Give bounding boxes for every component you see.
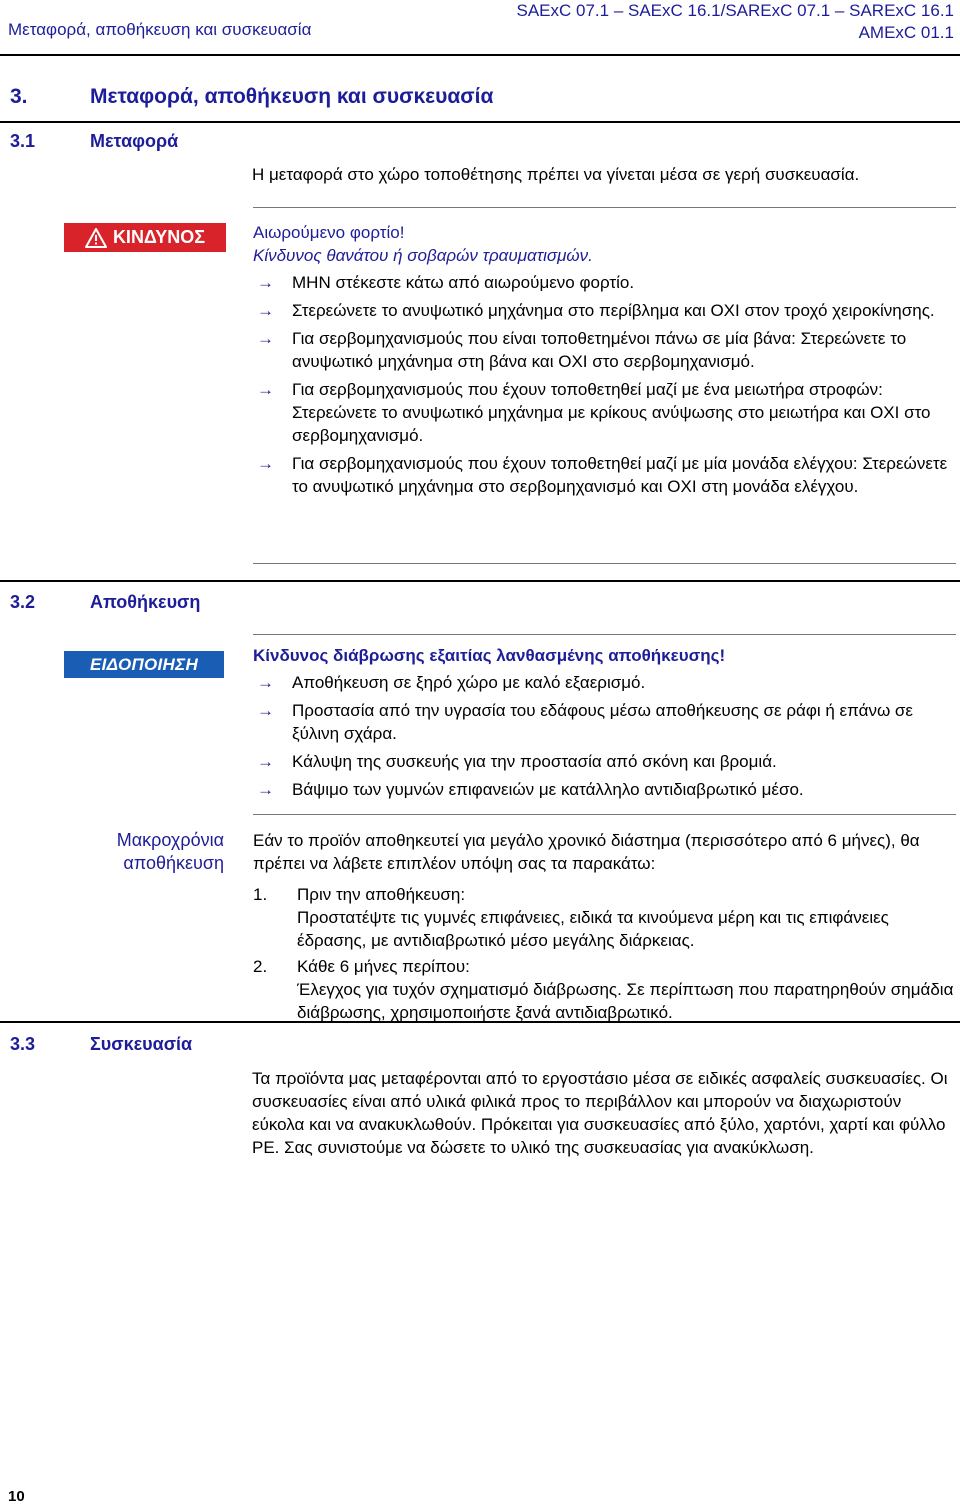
step-body: Προστατέψτε τις γυμνές επιφάνειες, ειδικά τα κινούμενα μέρη και τις επιφάνειες έδρασης, με αντιδιαβρωτικό μέσο μεγάλης διάρκειας. [297, 908, 889, 950]
header-rule [0, 54, 960, 56]
section-number: 3.3 [10, 1034, 36, 1054]
list-item-text: Στερεώνετε το ανυψωτικό μηχάνημα στο περίβλημα και ΟΧΙ στον τροχό χειροκίνησης. [292, 301, 935, 320]
storage-steps [253, 883, 958, 1024]
notice-list [253, 671, 958, 801]
arrow-icon: → [257, 273, 274, 292]
header-codes-line2: AMExC 01.1 [858, 23, 954, 42]
list-item [253, 271, 958, 294]
section-3-2-heading [10, 592, 200, 613]
notice-bottom-rule [253, 814, 956, 815]
arrow-icon: → [257, 380, 274, 399]
list-item-text: Για σερβομηχανισμούς που έχουν τοποθετηθεί μαζί με ένα μειωτήρα στροφών: Στερεώνετε το ανυψωτικό μηχάνημα με κρίκους ανύψωσης στο μειωτήρα και ΟΧΙ στο σερβομηχανισμό. [292, 380, 931, 445]
side-label-line2: αποθήκευση [123, 853, 224, 873]
list-item [253, 955, 958, 1024]
list-item [253, 699, 958, 745]
chapter-number: 3. [10, 85, 28, 108]
section-title: Μεταφορά [90, 131, 179, 151]
header-product-codes [517, 0, 955, 44]
section-3-2-rule [0, 580, 960, 582]
section-number: 3.2 [10, 592, 36, 612]
list-item [253, 327, 958, 373]
list-item-text: Βάψιμο των γυμνών επιφανειών με κατάλληλο αντιδιαβρωτικό μέσο. [292, 780, 804, 799]
long-term-intro: Εάν το προϊόν αποθηκευτεί για μεγάλο χρονικό διάστημα (περισσότερο από 6 μήνες), θα πρέπει να λάβετε επιπλέον υπόψη σας τα παρακάτω: [253, 831, 920, 873]
step-body: Έλεγχος για τυχόν σχηματισμό διάβρωσης. Σε περίπτωση που παρατηρηθούν σημάδια διάβρωσης, χρησιμοποιήστε ξανά αντιδιαβρωτικό. [297, 980, 954, 1022]
step-number: 1. [253, 885, 268, 904]
notice-top-rule [253, 634, 956, 635]
long-term-storage-block [253, 829, 958, 1027]
list-item [253, 299, 958, 322]
danger-badge [64, 223, 226, 252]
warning-title: Αιωρούμενο φορτίο! [253, 223, 405, 242]
list-item-text: Για σερβομηχανισμούς που έχουν τοποθετηθεί μαζί με μία μονάδα ελέγχου: Στερεώνετε το ανυψωτικό μηχάνημα στο σερβομηχανισμό και ΟΧΙ στη μονάδα ελέγχου. [292, 454, 948, 496]
arrow-icon: → [257, 673, 274, 692]
packaging-text: Τα προϊόντα μας μεταφέρονται από το εργοστάσιο μέσα σε ειδικές ασφαλείς συσκευασίες. Οι συσκευασίες είναι από υλικά φιλικά προς το περιβάλλον και μπορούν να διαχωριστούν εύκολα και να ανακυκλωθούν. Πρόκειται για συσκευασίες από ξύλο, χαρτόνι, χαρτί και φύλλο PE. Σας συνιστούμε να δώσετε το υλικό της συσκευασίας για ανακύκλωση. [252, 1069, 948, 1157]
danger-warning-block [253, 221, 958, 503]
danger-badge-label: ΚΙΝΔΥΝΟΣ [112, 227, 206, 247]
side-label-line1: Μακροχρόνια [116, 830, 224, 850]
warning-triangle-icon [85, 228, 107, 248]
warning-top-rule [253, 207, 956, 208]
arrow-icon: → [257, 454, 274, 473]
list-item [253, 750, 958, 773]
chapter-heading [10, 85, 493, 109]
section-title: Συσκευασία [90, 1034, 193, 1054]
chapter-rule [0, 121, 960, 123]
list-item-text: Κάλυψη της συσκευής για την προστασία από σκόνη και βρομιά. [292, 752, 777, 771]
list-item [253, 378, 958, 447]
arrow-icon: → [257, 780, 274, 799]
step-head: Πριν την αποθήκευση: [297, 885, 466, 904]
section-title: Αποθήκευση [90, 592, 201, 612]
list-item-text: Προστασία από την υγρασία του εδάφους μέσω αποθήκευσης σε ράφι ή επάνω σε ξύλινη σχάρα. [292, 701, 914, 743]
notice-block [253, 644, 958, 806]
section-3-3-rule [0, 1021, 960, 1023]
chapter-title: Μεταφορά, αποθήκευση και συσκευασία [90, 85, 494, 108]
arrow-icon: → [257, 701, 274, 720]
step-head: Κάθε 6 μήνες περίπου: [297, 957, 470, 976]
long-term-storage-label [117, 829, 224, 875]
warning-subtitle: Κίνδυνος θανάτου ή σοβαρών τραυματισμών. [253, 246, 593, 265]
list-item [253, 778, 958, 801]
warning-list [253, 271, 958, 498]
list-item-text: Για σερβομηχανισμούς που είναι τοποθετημένοι πάνω σε μία βάνα: Στερεώνετε το ανυψωτικό μηχάνημα στη βάνα και ΟΧΙ στο σερβομηχανισμό. [292, 329, 907, 371]
arrow-icon: → [257, 329, 274, 348]
arrow-icon: → [257, 752, 274, 771]
header-section-title: Μεταφορά, αποθήκευση και συσκευασία [8, 20, 312, 39]
step-number: 2. [253, 957, 268, 976]
notice-badge: ΕΙΔΟΠΟΙΗΣΗ [64, 651, 224, 678]
arrow-icon: → [257, 301, 274, 320]
list-item [253, 452, 958, 498]
page-number: 10 [8, 1488, 25, 1505]
transport-intro: Η μεταφορά στο χώρο τοποθέτησης πρέπει να γίνεται μέσα σε γερή συσκευασία. [252, 165, 860, 184]
header-codes-line1: SAExC 07.1 – SAExC 16.1/SARExC 07.1 – SARExC 16.1 [516, 1, 954, 20]
list-item [253, 671, 958, 694]
list-item-text: Αποθήκευση σε ξηρό χώρο με καλό εξαερισμό. [292, 673, 646, 692]
list-item [253, 883, 958, 952]
notice-title: Κίνδυνος διάβρωσης εξαιτίας λανθασμένης αποθήκευσης! [253, 646, 726, 665]
list-item-text: ΜΗΝ στέκεστε κάτω από αιωρούμενο φορτίο. [292, 273, 635, 292]
warning-bottom-rule [253, 563, 956, 564]
section-number: 3.1 [10, 131, 36, 151]
section-3-1-heading [10, 131, 178, 152]
section-3-3-heading [10, 1034, 192, 1055]
